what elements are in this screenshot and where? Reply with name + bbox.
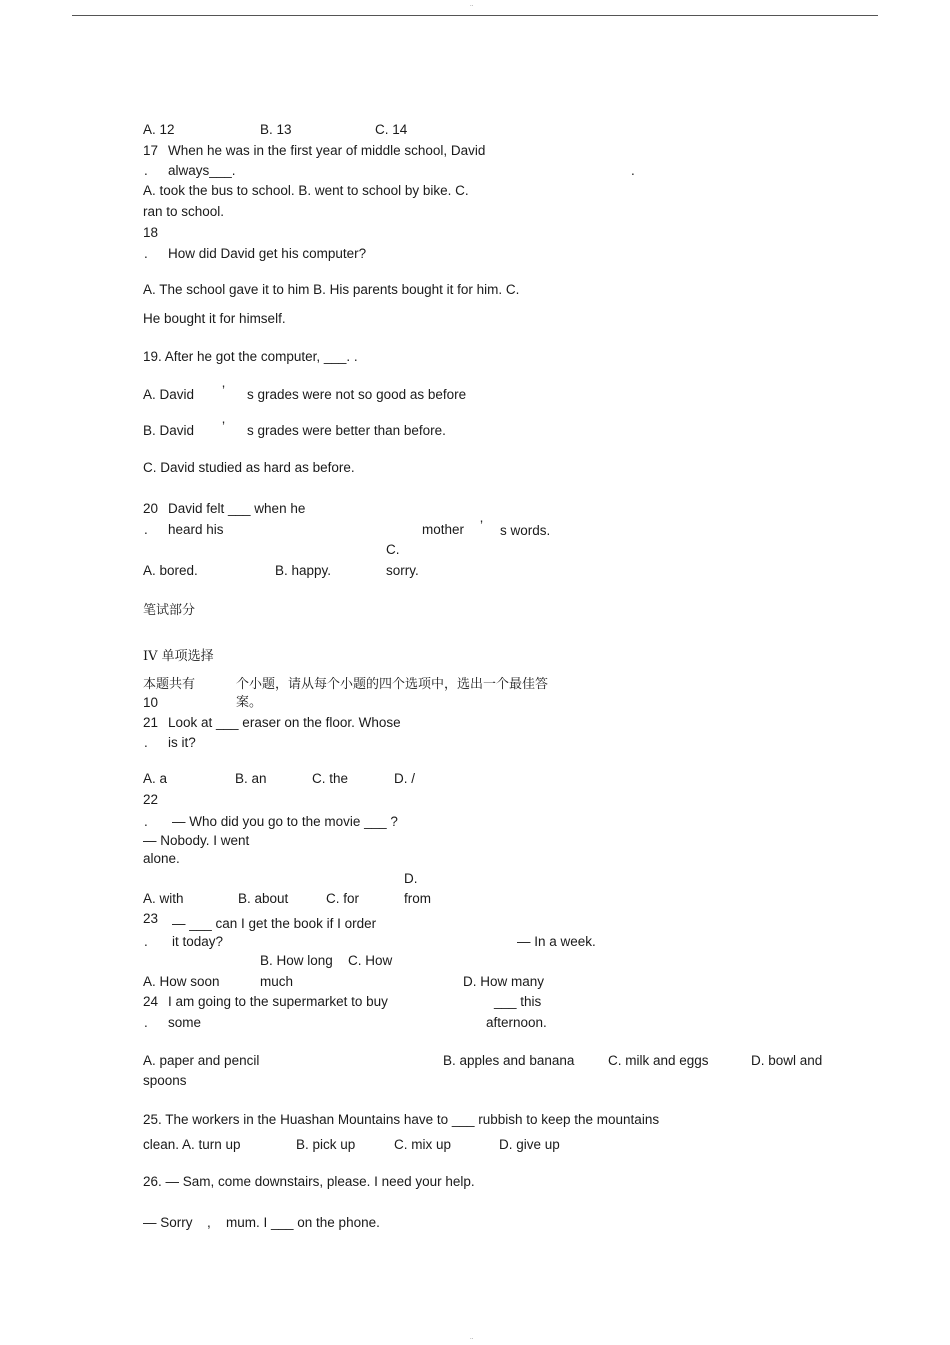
q25-text: 25. The workers in the Huashan Mountains have to ___ rubbish to keep the mountains <box>143 1112 660 1127</box>
q22-option-d: from <box>404 891 431 906</box>
section-intro-number: 10 <box>143 695 159 710</box>
q20-option-c-label: C. <box>386 542 400 557</box>
q17-options-cont: ran to school. <box>143 204 225 219</box>
section-intro-text-cont: 案。 <box>236 695 263 710</box>
q20-text: David felt ___ when he <box>168 501 306 516</box>
q18-options-cont: He bought it for himself. <box>143 311 286 326</box>
q21-option-c: C. the <box>312 771 349 786</box>
q22-option-b: B. about <box>238 891 289 906</box>
q23-answer: — In a week. <box>517 934 596 949</box>
q21-dot: . <box>144 735 148 750</box>
q26-reply-cont: mum. I ___ on the phone. <box>226 1215 380 1230</box>
q23-option-c-cont: much <box>260 974 294 989</box>
q22-reply: — Nobody. I went <box>143 833 250 848</box>
q20-apostrophe: ’ <box>480 518 483 533</box>
q24-text-end: afternoon. <box>486 1015 547 1030</box>
q19-option-b-cont: s grades were better than before. <box>247 423 446 438</box>
q24-dot: . <box>144 1015 148 1030</box>
q25-option-a: clean. A. turn up <box>143 1137 241 1152</box>
q20-option-c: sorry. <box>386 563 419 578</box>
q23-text-cont: it today? <box>172 934 224 949</box>
q25-option-d: D. give up <box>499 1137 560 1152</box>
q21-option-b: B. an <box>235 771 267 786</box>
q19-option-c: C. David studied as hard as before. <box>143 460 355 475</box>
q19-text: 19. After he got the computer, ___. . <box>143 349 358 364</box>
q20-dot: . <box>144 522 148 537</box>
q22-number: 22 <box>143 792 159 807</box>
q23-option-b: B. How long <box>260 953 333 968</box>
q20-mother: mother <box>422 522 465 537</box>
q24-text: I am going to the supermarket to buy <box>168 994 388 1009</box>
q26-comma: , <box>207 1215 211 1230</box>
q24-option-a: A. paper and pencil <box>143 1053 260 1068</box>
section-intro-text: 个小题，请从每个小题的四个选项中，选出一个最佳答 <box>236 677 549 692</box>
part-iv-heading: IV 单项选择 <box>143 649 214 664</box>
q19-option-a-apostrophe: ’ <box>222 383 225 398</box>
q17-number: 17 <box>143 143 159 158</box>
written-section-heading: 笔试部分 <box>143 603 196 618</box>
q18-options: A. The school gave it to him B. His parents bought it for him. C. <box>143 282 520 297</box>
q16-option-b: B. 13 <box>260 122 292 137</box>
q23-option-d: D. How many <box>463 974 545 989</box>
q17-text: When he was in the first year of middle school, David <box>168 143 486 158</box>
q24-option-b: B. apples and banana <box>443 1053 575 1068</box>
q22-option-c: C. for <box>326 891 360 906</box>
q23-number: 23 <box>143 911 159 926</box>
q21-text-cont: is it? <box>168 735 196 750</box>
q24-number: 24 <box>143 994 159 1009</box>
q16-option-a: A. 12 <box>143 122 175 137</box>
header-dots: .. <box>470 2 474 8</box>
q22-reply-cont: alone. <box>143 851 180 866</box>
q20-option-b: B. happy. <box>275 563 332 578</box>
q21-option-a: A. a <box>143 771 168 786</box>
q19-option-b: B. David <box>143 423 195 438</box>
q23-option-a: A. How soon <box>143 974 220 989</box>
q17-dot: . <box>144 163 148 178</box>
q20-text-cont: heard his <box>168 522 224 537</box>
q18-number: 18 <box>143 225 159 240</box>
q22-text: — Who did you go to the movie ___ ? <box>172 814 398 829</box>
section-intro-label: 本题共有 <box>143 677 196 692</box>
q22-dot: . <box>144 814 148 829</box>
q23-text: — ___ can I get the book if I order <box>172 916 377 931</box>
q24-option-d: D. bowl and <box>751 1053 823 1068</box>
q19-option-a-cont: s grades were not so good as before <box>247 387 467 402</box>
q18-text: How did David get his computer? <box>168 246 367 261</box>
q20-words: s words. <box>500 523 551 538</box>
footer-dots: .. <box>470 1335 474 1341</box>
q24-text-cont: some <box>168 1015 202 1030</box>
q23-dot: . <box>144 934 148 949</box>
q21-text: Look at ___ eraser on the floor. Whose <box>168 715 401 730</box>
q21-number: 21 <box>143 715 159 730</box>
q17-text-cont: always___. <box>168 163 236 178</box>
q24-blank: ___ this <box>494 994 542 1009</box>
q24-option-d-cont: spoons <box>143 1073 187 1088</box>
q25-option-c: C. mix up <box>394 1137 452 1152</box>
q25-option-b: B. pick up <box>296 1137 356 1152</box>
q20-number: 20 <box>143 501 159 516</box>
q17-options: A. took the bus to school. B. went to school by bike. C. <box>143 183 469 198</box>
q26-text: 26. — Sam, come downstairs, please. I need your help. <box>143 1174 475 1189</box>
q17-dot-right: . <box>631 163 635 178</box>
q16-option-c: C. 14 <box>375 122 408 137</box>
q26-reply: — Sorry <box>143 1215 193 1230</box>
q19-option-b-apostrophe: ’ <box>222 419 225 434</box>
header-rule <box>72 15 878 16</box>
q22-option-a: A. with <box>143 891 184 906</box>
q19-option-a: A. David <box>143 387 195 402</box>
q22-option-d-label: D. <box>404 871 418 886</box>
q21-option-d: D. / <box>394 771 416 786</box>
q24-option-c: C. milk and eggs <box>608 1053 709 1068</box>
q23-option-c: C. How <box>348 953 393 968</box>
q20-option-a: A. bored. <box>143 563 198 578</box>
q18-dot: . <box>144 246 148 261</box>
